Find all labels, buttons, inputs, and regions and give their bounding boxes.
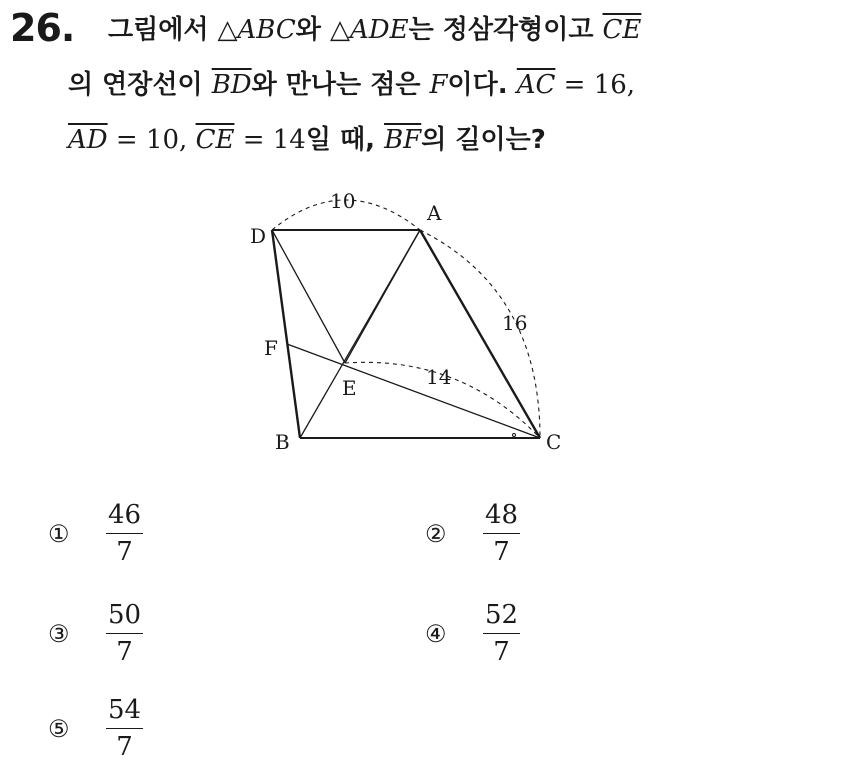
text: 와 (295, 15, 330, 45)
math-triangle-abc: △ABC (217, 15, 296, 45)
text: 일 때, (305, 125, 385, 155)
math-segment-ad: $\overline{AD}$ (68, 125, 108, 155)
numerator: 52 (483, 600, 520, 634)
geometry-figure (230, 180, 590, 470)
choice-marker: ① (48, 519, 70, 548)
choice-fraction (106, 500, 143, 567)
text: 의 연장선이 (68, 70, 212, 100)
angle-mark-c (513, 434, 516, 437)
math-segment-ce: $\overline{CE}$ (602, 15, 642, 45)
length-label-ce: 14 (426, 365, 452, 389)
denominator: 7 (493, 637, 510, 667)
point-label-a: A (427, 201, 442, 225)
choice-5[interactable] (48, 695, 143, 762)
choice-marker: ④ (425, 619, 447, 648)
math-segment-bf: $\overline{BF}$ (384, 125, 422, 155)
denominator: 7 (116, 537, 133, 567)
numerator: 46 (106, 500, 143, 534)
point-label-d: D (250, 224, 267, 248)
math-segment-bd: $\overline{BD}$ (211, 70, 252, 100)
math-segment-ce: $\overline{CE}$ (195, 125, 235, 155)
denominator: 7 (493, 537, 510, 567)
text: 의 길이는? (421, 125, 546, 155)
math-value: = 16, (555, 70, 636, 100)
math-point-f: F (429, 70, 448, 100)
question-line-3 (68, 120, 546, 160)
choice-1[interactable] (48, 500, 143, 567)
text: 는 정삼각형이고 (408, 15, 603, 45)
denominator: 7 (116, 637, 133, 667)
question-line-1 (108, 10, 641, 50)
numerator: 54 (106, 695, 143, 729)
segment-ae (345, 230, 420, 363)
text: 그림에서 (108, 15, 218, 45)
choice-fraction (106, 600, 143, 667)
math-value: = 10, (107, 125, 196, 155)
choice-3[interactable] (48, 600, 143, 667)
question-number: 26. (10, 6, 75, 50)
text: 와 만나는 점은 (251, 70, 430, 100)
length-label-ad: 10 (330, 189, 356, 213)
math-segment-ac: $\overline{AC}$ (516, 70, 556, 100)
point-label-f: F (264, 336, 278, 360)
choice-4[interactable] (425, 600, 520, 667)
question-line-2 (68, 65, 635, 105)
segment-de (272, 230, 345, 363)
choice-fraction (106, 695, 143, 762)
point-label-e: E (342, 376, 357, 400)
point-label-c: C (546, 430, 562, 454)
choice-2[interactable] (425, 500, 520, 567)
math-value: = 14 (234, 125, 306, 155)
math-triangle-ade: △ADE (329, 15, 409, 45)
choice-marker: ③ (48, 619, 70, 648)
choice-marker: ⑤ (48, 714, 70, 743)
length-label-ac: 16 (502, 311, 528, 335)
text: 이다. (447, 70, 517, 100)
choice-fraction (483, 600, 520, 667)
numerator: 50 (106, 600, 143, 634)
denominator: 7 (116, 732, 133, 762)
choice-marker: ② (425, 519, 447, 548)
point-label-b: B (275, 430, 290, 454)
numerator: 48 (483, 500, 520, 534)
choice-fraction (483, 500, 520, 567)
segment-db (272, 230, 300, 438)
segment-fc (287, 344, 540, 438)
